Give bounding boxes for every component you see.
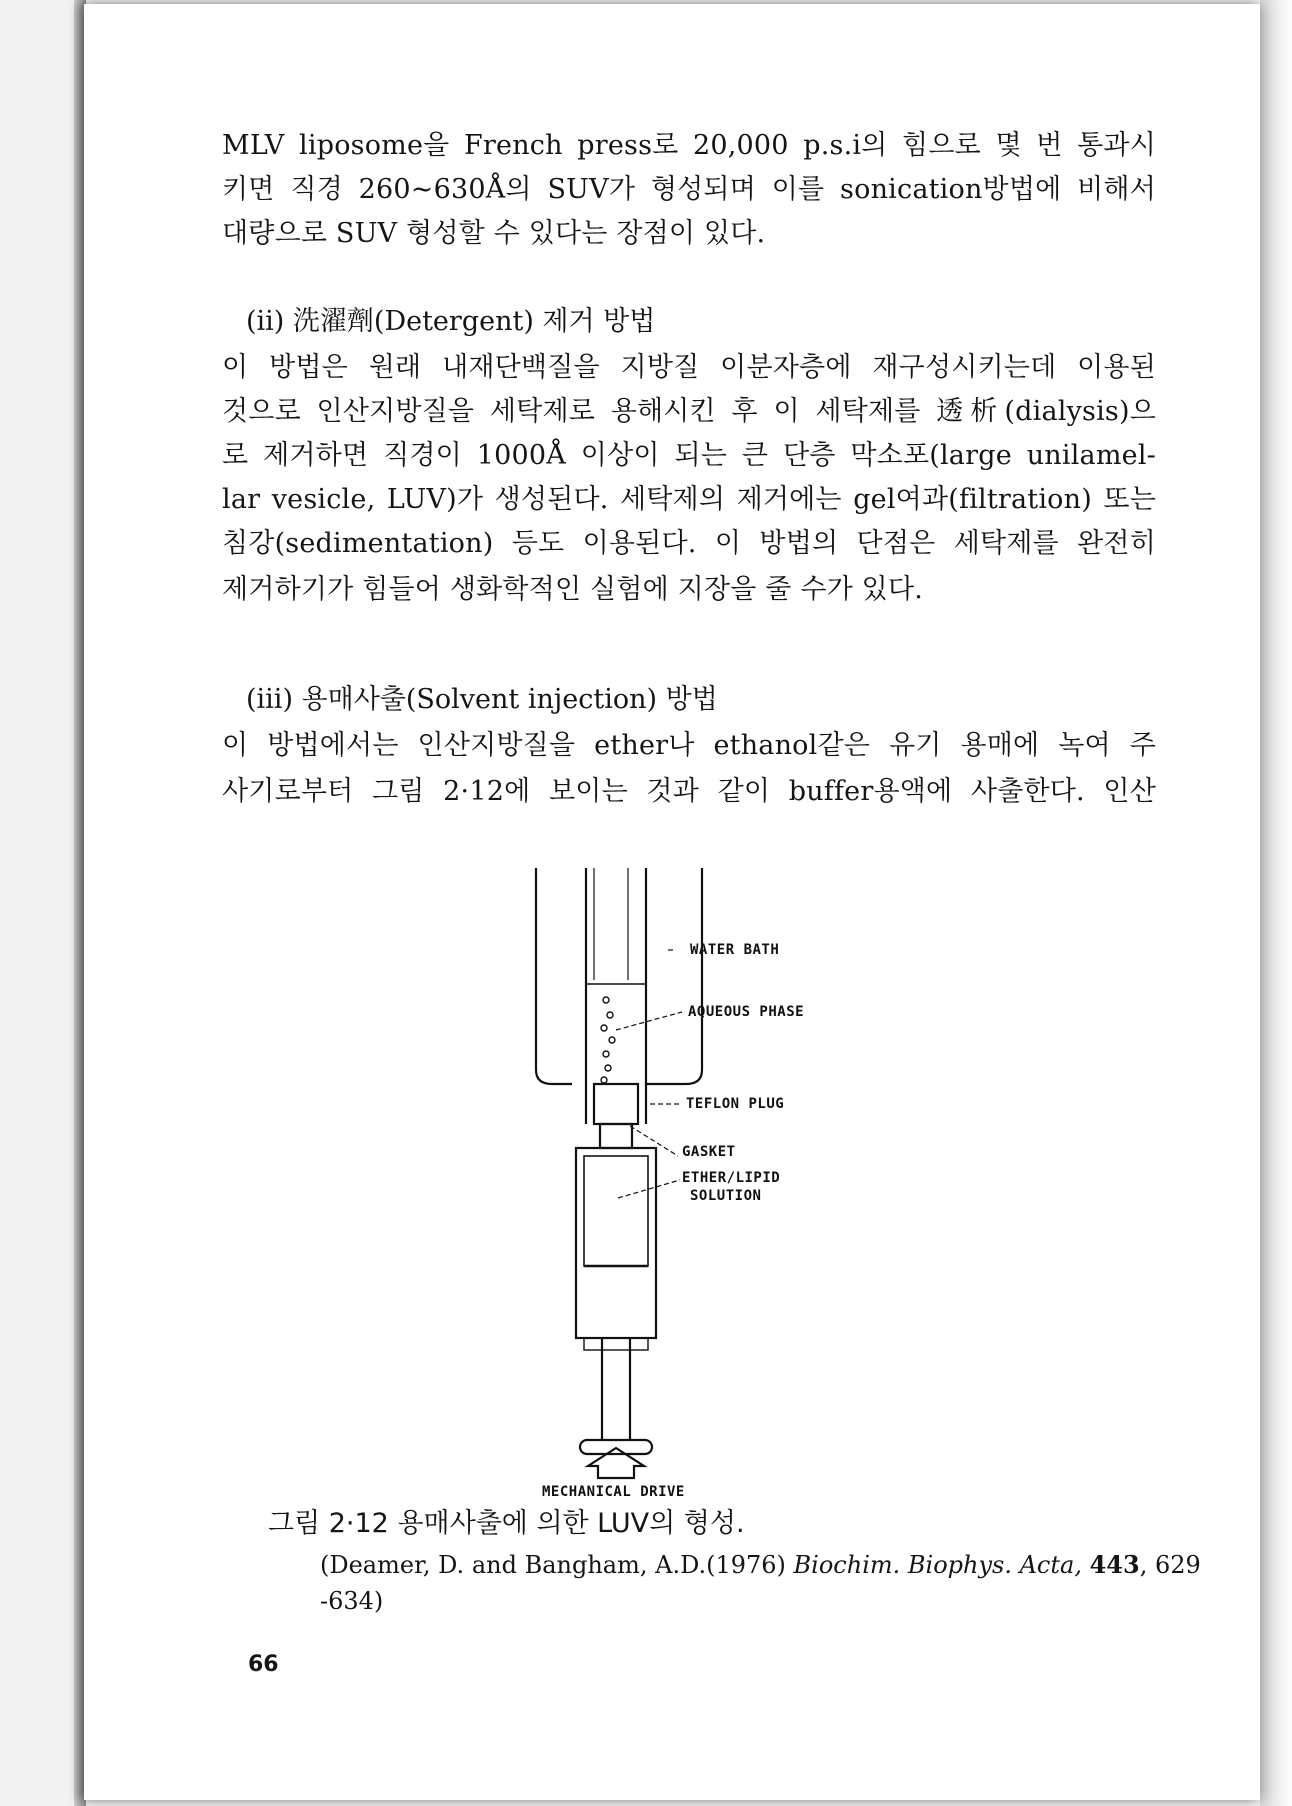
figure-caption-title: 그림 2·12 용매사출에 의한 LUV의 형성. — [268, 1508, 745, 1539]
water-bath-right-wall — [646, 868, 702, 1084]
paragraph-line: 침강(sedimentation) 등도 이용된다. 이 방법의 단점은 세탁제를 완전히 — [222, 528, 1156, 559]
solvent-injection-apparatus-diagram — [500, 860, 920, 1500]
paragraph-line: MLV liposome을 French press로 20,000 p.s.i의 힘으로 몇 번 통과시 — [222, 130, 1156, 161]
label-water-bath: WATER BATH — [690, 942, 780, 958]
gasket — [600, 1124, 632, 1148]
reference-journal: Biochim. Biophys. Acta, — [793, 1551, 1082, 1579]
page-right-edge — [1260, 0, 1292, 1806]
label-aqueous-phase: AQUEOUS PHASE — [688, 1004, 805, 1020]
paragraph-line: 것으로 인산지방질을 세탁제로 용해시킨 후 이 세탁제를 透析(dialysis)으 — [222, 396, 1156, 427]
figure-caption-reference — [320, 1548, 1201, 1582]
bubbles — [601, 997, 615, 1083]
section-heading-detergent: (ⅱ) 洗濯劑(Detergent) 제거 방법 — [246, 306, 656, 337]
paragraph-line: 대량으로 SUV 형성할 수 있다는 장점이 있다. — [222, 218, 766, 249]
label-gasket: GASKET — [682, 1144, 736, 1160]
teflon-plug — [594, 1084, 638, 1124]
reference-volume: 443 — [1089, 1550, 1140, 1579]
paragraph-line: 키면 직경 260∼630Å의 SUV가 형성되며 이를 sonication방법에 비해서 — [222, 174, 1156, 205]
water-bath-left-wall — [536, 868, 572, 1084]
ether-lipid-chamber — [584, 1156, 648, 1266]
paragraph-line: 이 방법은 원래 내재단백질을 지방질 이분자층에 재구성시키는데 이용된 — [222, 352, 1156, 383]
paragraph-line: lar vesicle, LUV)가 생성된다. 세탁제의 제거에는 gel여과(filtration) 또는 — [222, 484, 1156, 515]
syringe-barrel — [576, 1148, 656, 1338]
section-heading-solvent-injection: (ⅲ) 용매사출(Solvent injection) 방법 — [246, 684, 718, 715]
reference-pages: , 629 — [1139, 1551, 1201, 1579]
label-teflon-plug: TEFLON PLUG — [686, 1096, 785, 1112]
mechanical-drive-arrow — [588, 1448, 644, 1478]
paragraph-line: 제거하기가 힘들어 생화학적인 실험에 지장을 줄 수가 있다. — [222, 574, 924, 605]
paragraph-line: 이 방법에서는 인산지방질을 ether나 ethanol같은 유기 용매에 녹여 주 — [222, 730, 1156, 761]
label-solution: SOLUTION — [690, 1188, 762, 1204]
page-number: 66 — [248, 1652, 279, 1677]
label-ether-lipid: ETHER/LIPID — [682, 1170, 781, 1186]
label-mechanical-drive: MECHANICAL DRIVE — [542, 1484, 685, 1500]
figure-caption-reference-continued: -634) — [320, 1587, 384, 1615]
paragraph-line: 로 제거하면 직경이 1000Å 이상이 되는 큰 단층 막소포(large unilamel- — [222, 440, 1156, 471]
paragraph-line: 사기로부터 그림 2·12에 보이는 것과 같이 buffer용액에 사출한다. 인산 — [222, 776, 1156, 807]
reference-authors: (Deamer, D. and Bangham, A.D.(1976) — [320, 1551, 794, 1579]
